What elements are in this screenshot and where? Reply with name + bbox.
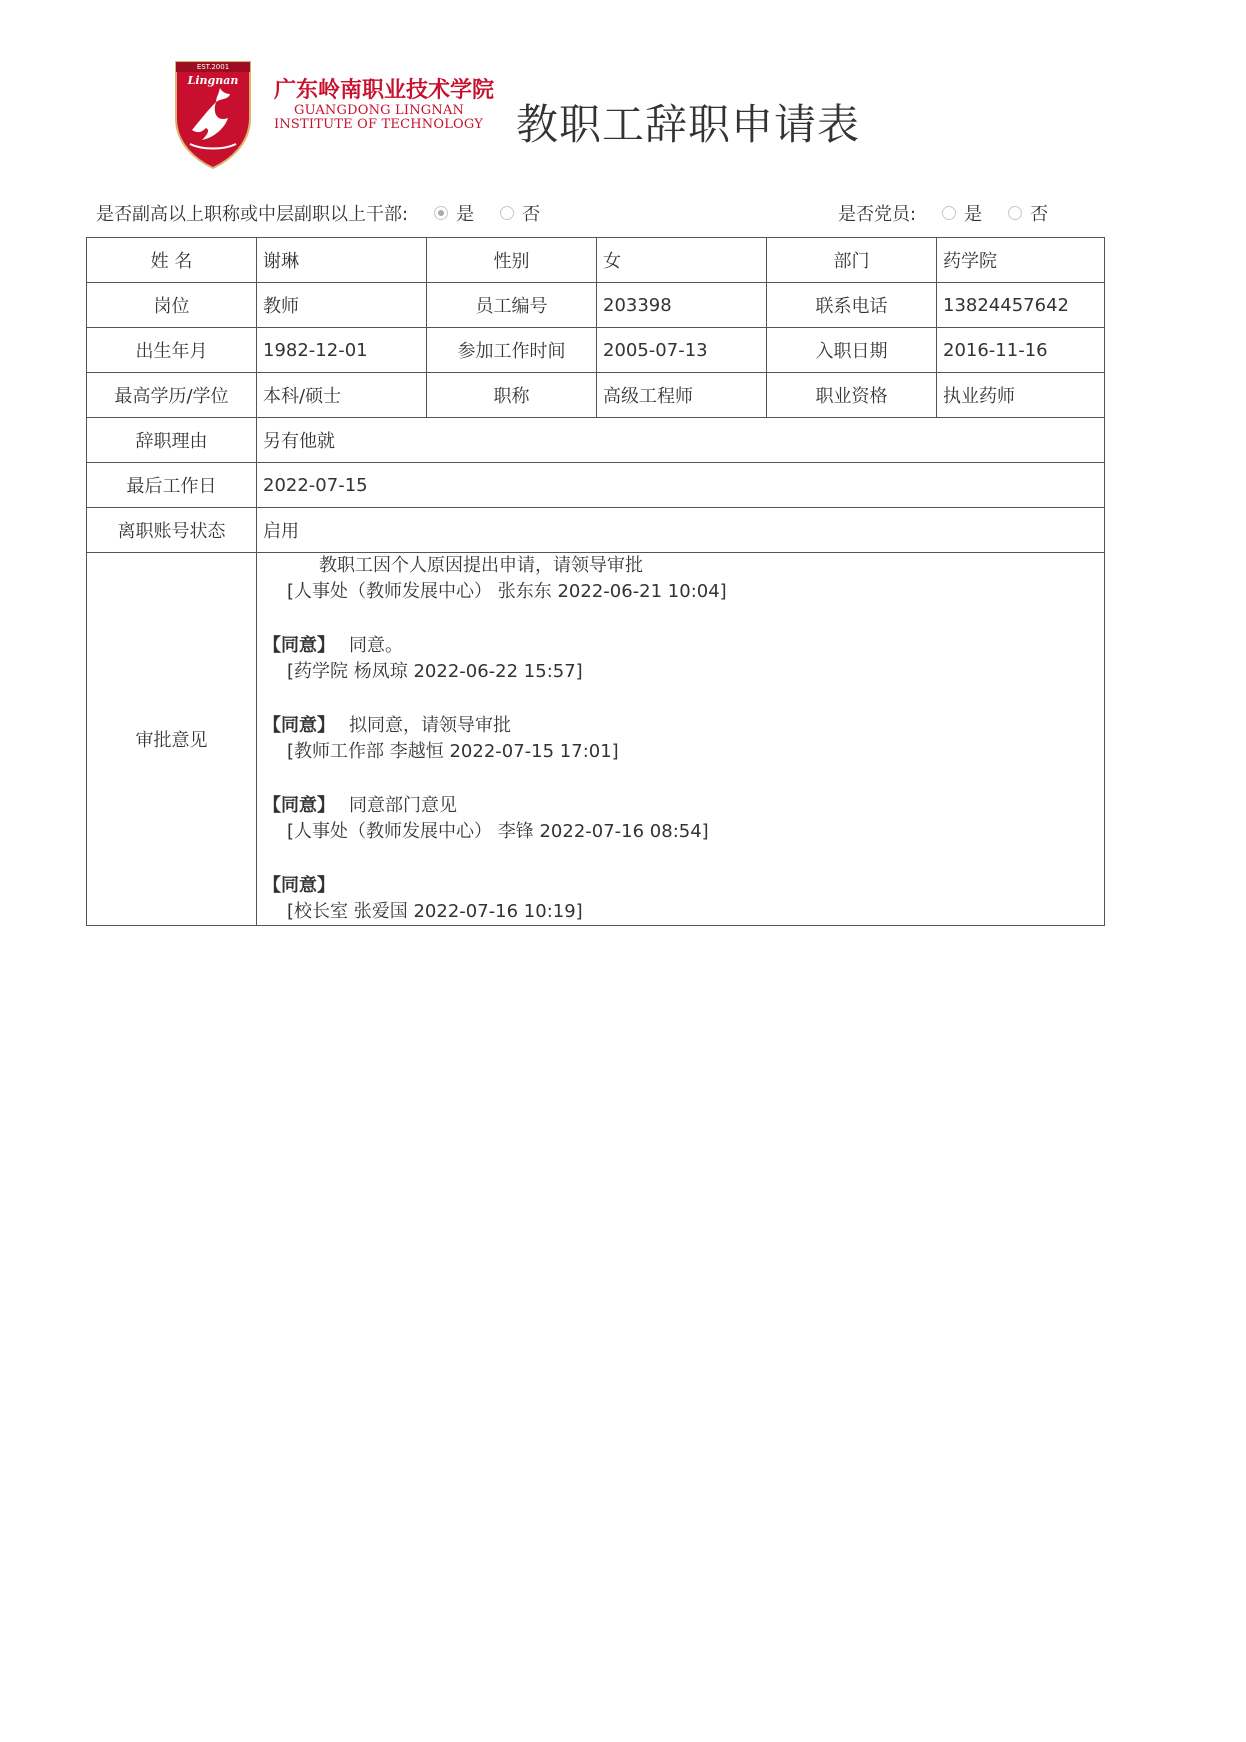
radio-label: 否 <box>522 204 541 225</box>
name-label: 姓 名 <box>87 238 257 283</box>
table-row <box>87 283 1105 328</box>
school-name-cn: 广东岭南职业技术学院 <box>274 78 495 103</box>
form-header <box>172 58 872 178</box>
post-value: 教师 <box>257 283 427 328</box>
approval-opinions <box>257 553 1105 926</box>
approval-entry <box>263 873 1098 925</box>
logo-wordmark <box>274 78 504 132</box>
work-start-value: 2005-07-13 <box>597 328 767 373</box>
approval-meta: [人事处（教师发展中心） 李锋 2022-07-16 08:54] <box>287 821 709 842</box>
join-date-label: 入职日期 <box>767 328 937 373</box>
page-title: 教职工辞职申请表 <box>516 100 861 149</box>
resignation-form-table <box>86 237 1105 926</box>
senior-cadre-no-radio[interactable] <box>500 200 540 226</box>
qualification-value: 执业药师 <box>937 373 1105 418</box>
approval-entry <box>263 793 1098 845</box>
gender-label: 性别 <box>427 238 597 283</box>
job-title-value: 高级工程师 <box>597 373 767 418</box>
radio-unchecked-icon <box>942 206 956 220</box>
approval-comment: 同意。 <box>349 635 403 656</box>
last-day-label: 最后工作日 <box>87 463 257 508</box>
party-member-no-radio[interactable] <box>1008 200 1048 226</box>
name-value: 谢琳 <box>257 238 427 283</box>
phone-value: 13824457642 <box>937 283 1105 328</box>
school-name-en-line1: GUANGDONG LINGNAN <box>294 103 465 118</box>
senior-cadre-question <box>96 200 540 226</box>
radio-label: 是 <box>964 204 983 225</box>
reason-value: 另有他就 <box>257 418 1105 463</box>
senior-cadre-yes-radio[interactable] <box>434 200 474 226</box>
table-row <box>87 463 1105 508</box>
table-row <box>87 508 1105 553</box>
qualification-label: 职业资格 <box>767 373 937 418</box>
post-label: 岗位 <box>87 283 257 328</box>
table-row <box>87 238 1105 283</box>
approval-entry <box>263 713 1098 765</box>
birth-label: 出生年月 <box>87 328 257 373</box>
radio-checked-icon <box>434 206 448 220</box>
birth-value: 1982-12-01 <box>257 328 427 373</box>
approval-tag: 【同意】 <box>263 715 335 736</box>
party-member-label: 是否党员: <box>838 204 917 225</box>
account-status-value: 启用 <box>257 508 1105 553</box>
last-day-value: 2022-07-15 <box>257 463 1105 508</box>
options-row <box>96 200 1056 228</box>
reason-label: 辞职理由 <box>87 418 257 463</box>
department-value: 药学院 <box>937 238 1105 283</box>
join-date-value: 2016-11-16 <box>937 328 1105 373</box>
radio-label: 否 <box>1030 204 1049 225</box>
senior-cadre-label: 是否副高以上职称或中层副职以上干部: <box>96 204 409 225</box>
account-status-label: 离职账号状态 <box>87 508 257 553</box>
approval-tag: 【同意】 <box>263 875 335 896</box>
employee-number-value: 203398 <box>597 283 767 328</box>
approval-entry <box>263 633 1098 685</box>
radio-label: 是 <box>456 204 475 225</box>
radio-unchecked-icon <box>500 206 514 220</box>
approval-comment: 拟同意，请领导审批 <box>349 715 511 736</box>
approval-text: 教职工因个人原因提出申请，请领导审批 <box>319 555 643 576</box>
employee-number-label: 员工编号 <box>427 283 597 328</box>
approval-meta: [校长室 张爱国 2022-07-16 10:19] <box>287 901 583 922</box>
approval-comment: 同意部门意见 <box>349 795 457 816</box>
table-row <box>87 418 1105 463</box>
approval-tag: 【同意】 <box>263 635 335 656</box>
education-label: 最高学历/学位 <box>87 373 257 418</box>
phone-label: 联系电话 <box>767 283 937 328</box>
party-member-question <box>838 200 1048 226</box>
approval-label: 审批意见 <box>87 553 257 926</box>
logo-est-text: EST.2001 <box>196 63 230 71</box>
table-row <box>87 328 1105 373</box>
school-name-en-line2: INSTITUTE OF TECHNOLOGY <box>274 117 484 132</box>
logo-shield-text: Lingnan <box>187 74 239 87</box>
department-label: 部门 <box>767 238 937 283</box>
work-start-label: 参加工作时间 <box>427 328 597 373</box>
approval-tag: 【同意】 <box>263 795 335 816</box>
job-title-label: 职称 <box>427 373 597 418</box>
approval-meta: [药学院 杨凤琼 2022-06-22 15:57] <box>287 661 583 682</box>
radio-unchecked-icon <box>1008 206 1022 220</box>
gender-value: 女 <box>597 238 767 283</box>
approval-meta: [人事处（教师发展中心） 张东东 2022-06-21 10:04] <box>287 581 727 602</box>
table-row <box>87 373 1105 418</box>
party-member-yes-radio[interactable] <box>942 200 982 226</box>
table-row <box>87 553 1105 926</box>
education-value: 本科/硕士 <box>257 373 427 418</box>
approval-meta: [教师工作部 李越恒 2022-07-15 17:01] <box>287 741 619 762</box>
approval-entry-initial <box>263 553 1098 605</box>
